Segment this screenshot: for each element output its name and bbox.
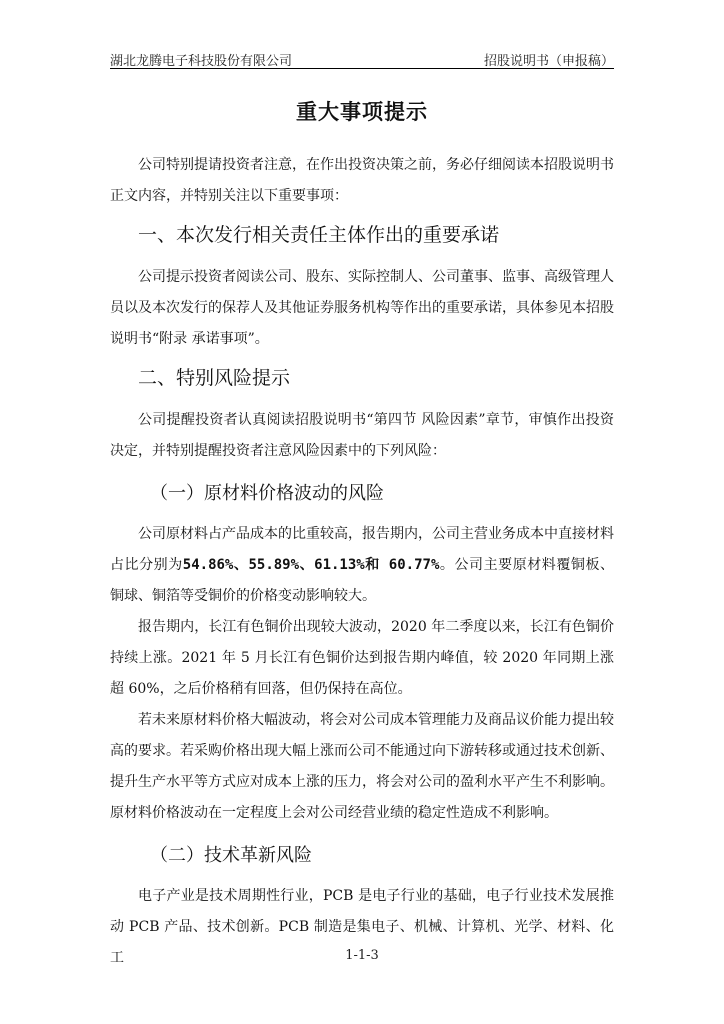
section-heading-risk-notice: 二、特别风险提示 — [138, 367, 291, 389]
raw-material-paragraph-3: 若未来原材料价格大幅波动，将会对公司成本管理能力及商品议价能力提出较高的要求。若采购价格出现大幅上涨而公司不能通过向下游转移或通过技术创新、提升生产水平等方式应对成本上涨的压力，将会对公司的盈利水平产生不利影响。原材料价格波动在一定程度上会对公司经营业绩的稳定性造成不利影响。 — [110, 712, 614, 821]
page-title: 重大事项提示 — [296, 100, 428, 124]
subsection-heading-tech-risk: （二）技术革新风险 — [150, 845, 312, 866]
main-content — [110, 90, 614, 974]
commitments-paragraph: 公司提示投资者阅读公司、股东、实际控制人、公司董事、监事、高级管理人员以及本次发行的保荐人及其他证券服务机构等作出的重要承诺，具体参见本招股说明书“附录 承诺事项”。 — [110, 269, 614, 347]
material-ratio-values: 54.86%、55.89%、61.13%和 60.77% — [182, 557, 440, 573]
raw-material-paragraph-2: 报告期内，长江有色铜价出现较大波动，2020 年二季度以来，长江有色铜价持续上涨。2021 年 5 月长江有色铜价达到报告期内峰值，较 2020 年同期上涨超 60%，之后价格稍有回落，但仍保持在高位。 — [110, 619, 614, 697]
header-company-name: 湖北龙腾电子科技股份有限公司 — [110, 54, 293, 69]
page-header — [110, 50, 614, 70]
header-document-name: 招股说明书（申报稿） — [483, 54, 614, 69]
intro-paragraph: 公司特别提请投资者注意，在作出投资决策之前，务必仔细阅读本招股说明书正文内容，并特别关注以下重要事项： — [110, 157, 614, 204]
header-divider — [110, 68, 614, 69]
risk-notice-paragraph: 公司提醒投资者认真阅读招股说明书“第四节 风险因素”章节，审慎作出投资决定，并特别提醒投资者注意风险因素中的下列风险： — [110, 412, 614, 459]
raw-material-text-post: 。公司主要原材料覆铜板、铜球、铜箔等受铜价的价格变动影响较大。 — [110, 557, 615, 604]
subsection-heading-raw-material-risk: （一）原材料价格波动的风险 — [150, 483, 384, 504]
section-heading-commitments: 一、本次发行相关责任主体作出的重要承诺 — [138, 224, 500, 246]
raw-material-text-pre: 公司原材料占产品成本的比重较高，报告期内，公司主营业务成本中直接材料占比分别为 — [110, 526, 614, 573]
tech-risk-paragraph: 电子产业是技术周期性行业，PCB 是电子行业的基础，电子行业技术发展推动 PCB 产品、技术创新。PCB 制造是集电子、机械、计算机、光学、材料、化工 — [110, 888, 614, 966]
raw-material-paragraph-1 — [110, 519, 614, 612]
page-number: 1-1-3 — [345, 948, 379, 963]
